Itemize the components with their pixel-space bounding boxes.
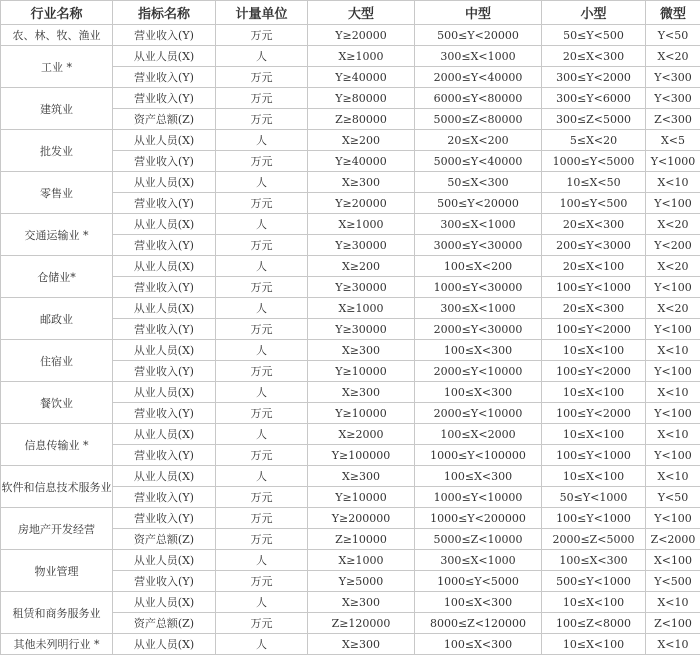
unit-cell: 人 (216, 298, 308, 319)
medium-cell: 2000≤Y<30000 (415, 319, 542, 340)
industry-name-cell: 物业管理 (1, 550, 113, 592)
indicator-cell: 资产总额(Z) (113, 613, 216, 634)
small-cell: 50≤Y<500 (542, 25, 646, 46)
industry-name-cell: 住宿业 (1, 340, 113, 382)
large-cell: X≥300 (308, 634, 415, 655)
small-cell: 10≤X<100 (542, 634, 646, 655)
micro-cell: X<10 (646, 340, 700, 361)
large-cell: X≥1000 (308, 214, 415, 235)
medium-cell: 100≤X<200 (415, 256, 542, 277)
table-row (1, 508, 700, 529)
micro-cell: Y<300 (646, 88, 700, 109)
medium-cell: 500≤Y<20000 (415, 25, 542, 46)
industry-name-cell: 其他未列明行业 * (1, 634, 113, 655)
medium-cell: 100≤X<300 (415, 382, 542, 403)
table-row (1, 466, 700, 487)
small-cell: 100≤Y<1000 (542, 277, 646, 298)
small-cell: 100≤Y<2000 (542, 403, 646, 424)
indicator-cell: 从业人员(X) (113, 592, 216, 613)
small-cell: 200≤Y<3000 (542, 235, 646, 256)
unit-cell: 人 (216, 46, 308, 67)
unit-cell: 万元 (216, 67, 308, 88)
micro-cell: Z<2000 (646, 529, 700, 550)
large-cell: X≥200 (308, 256, 415, 277)
unit-cell: 人 (216, 424, 308, 445)
table-row (1, 424, 700, 445)
micro-cell: Y<100 (646, 508, 700, 529)
unit-cell: 人 (216, 256, 308, 277)
indicator-cell: 营业收入(Y) (113, 319, 216, 340)
micro-cell: Y<100 (646, 319, 700, 340)
header-industry: 行业名称 (1, 1, 113, 25)
micro-cell: X<10 (646, 466, 700, 487)
table-row (1, 340, 700, 361)
indicator-cell: 营业收入(Y) (113, 508, 216, 529)
unit-cell: 万元 (216, 235, 308, 256)
indicator-cell: 从业人员(X) (113, 298, 216, 319)
large-cell: Y≥40000 (308, 151, 415, 172)
medium-cell: 20≤X<200 (415, 130, 542, 151)
micro-cell: Y<100 (646, 403, 700, 424)
medium-cell: 1000≤Y<100000 (415, 445, 542, 466)
large-cell: Y≥200000 (308, 508, 415, 529)
table-body (1, 25, 700, 655)
medium-cell: 100≤X<300 (415, 634, 542, 655)
unit-cell: 人 (216, 382, 308, 403)
indicator-cell: 营业收入(Y) (113, 403, 216, 424)
medium-cell: 100≤X<300 (415, 592, 542, 613)
small-cell: 100≤Y<500 (542, 193, 646, 214)
large-cell: X≥200 (308, 130, 415, 151)
unit-cell: 万元 (216, 571, 308, 592)
micro-cell: X<10 (646, 634, 700, 655)
table-row (1, 25, 700, 46)
indicator-cell: 营业收入(Y) (113, 445, 216, 466)
large-cell: Y≥100000 (308, 445, 415, 466)
medium-cell: 3000≤Y<30000 (415, 235, 542, 256)
indicator-cell: 营业收入(Y) (113, 361, 216, 382)
unit-cell: 人 (216, 550, 308, 571)
industry-name-cell: 建筑业 (1, 88, 113, 130)
micro-cell: X<20 (646, 46, 700, 67)
large-cell: Y≥10000 (308, 403, 415, 424)
table-row (1, 172, 700, 193)
table-row (1, 550, 700, 571)
small-cell: 10≤X<100 (542, 424, 646, 445)
small-cell: 100≤Y<1000 (542, 508, 646, 529)
unit-cell: 万元 (216, 319, 308, 340)
unit-cell: 万元 (216, 193, 308, 214)
indicator-cell: 营业收入(Y) (113, 235, 216, 256)
table-row (1, 382, 700, 403)
micro-cell: Z<300 (646, 109, 700, 130)
micro-cell: Y<500 (646, 571, 700, 592)
medium-cell: 5000≤Z<10000 (415, 529, 542, 550)
table-row (1, 46, 700, 67)
industry-name-cell: 工业 * (1, 46, 113, 88)
large-cell: Z≥120000 (308, 613, 415, 634)
indicator-cell: 营业收入(Y) (113, 25, 216, 46)
small-cell: 100≤X<300 (542, 550, 646, 571)
unit-cell: 万元 (216, 109, 308, 130)
header-large: 大型 (308, 1, 415, 25)
unit-cell: 万元 (216, 88, 308, 109)
micro-cell: Y<200 (646, 235, 700, 256)
micro-cell: Y<100 (646, 193, 700, 214)
large-cell: Y≥30000 (308, 235, 415, 256)
medium-cell: 50≤X<300 (415, 172, 542, 193)
table-row (1, 298, 700, 319)
industry-name-cell: 交通运输业 * (1, 214, 113, 256)
small-cell: 100≤Y<2000 (542, 361, 646, 382)
large-cell: X≥1000 (308, 550, 415, 571)
unit-cell: 万元 (216, 529, 308, 550)
small-cell: 50≤Y<1000 (542, 487, 646, 508)
indicator-cell: 从业人员(X) (113, 550, 216, 571)
unit-cell: 人 (216, 634, 308, 655)
small-cell: 20≤X<300 (542, 298, 646, 319)
indicator-cell: 从业人员(X) (113, 466, 216, 487)
unit-cell: 人 (216, 130, 308, 151)
indicator-cell: 从业人员(X) (113, 634, 216, 655)
micro-cell: X<20 (646, 214, 700, 235)
large-cell: Y≥80000 (308, 88, 415, 109)
medium-cell: 5000≤Y<40000 (415, 151, 542, 172)
industry-name-cell: 批发业 (1, 130, 113, 172)
medium-cell: 100≤X<300 (415, 466, 542, 487)
micro-cell: Z<100 (646, 613, 700, 634)
header-row (1, 1, 700, 25)
micro-cell: X<20 (646, 298, 700, 319)
large-cell: X≥2000 (308, 424, 415, 445)
industry-name-cell: 邮政业 (1, 298, 113, 340)
indicator-cell: 从业人员(X) (113, 46, 216, 67)
large-cell: Y≥10000 (308, 487, 415, 508)
indicator-cell: 从业人员(X) (113, 256, 216, 277)
large-cell: X≥300 (308, 592, 415, 613)
small-cell: 10≤X<100 (542, 592, 646, 613)
small-cell: 10≤X<100 (542, 340, 646, 361)
table-row (1, 256, 700, 277)
micro-cell: Y<50 (646, 487, 700, 508)
micro-cell: X<10 (646, 592, 700, 613)
table-row (1, 88, 700, 109)
indicator-cell: 营业收入(Y) (113, 487, 216, 508)
small-cell: 20≤X<100 (542, 256, 646, 277)
medium-cell: 100≤X<300 (415, 340, 542, 361)
small-cell: 100≤Z<8000 (542, 613, 646, 634)
large-cell: Y≥40000 (308, 67, 415, 88)
unit-cell: 万元 (216, 277, 308, 298)
micro-cell: Y<100 (646, 445, 700, 466)
micro-cell: Y<100 (646, 277, 700, 298)
large-cell: X≥300 (308, 466, 415, 487)
medium-cell: 500≤Y<20000 (415, 193, 542, 214)
industry-name-cell: 房地产开发经营 (1, 508, 113, 550)
indicator-cell: 营业收入(Y) (113, 151, 216, 172)
unit-cell: 人 (216, 172, 308, 193)
industry-name-cell: 软件和信息技术服务业 (1, 466, 113, 508)
small-cell: 10≤X<50 (542, 172, 646, 193)
small-cell: 300≤Y<2000 (542, 67, 646, 88)
small-cell: 300≤Z<5000 (542, 109, 646, 130)
header-micro: 微型 (646, 1, 700, 25)
small-cell: 100≤Y<1000 (542, 445, 646, 466)
indicator-cell: 营业收入(Y) (113, 277, 216, 298)
unit-cell: 万元 (216, 508, 308, 529)
industry-name-cell: 租赁和商务服务业 (1, 592, 113, 634)
small-cell: 300≤Y<6000 (542, 88, 646, 109)
medium-cell: 300≤X<1000 (415, 550, 542, 571)
indicator-cell: 从业人员(X) (113, 214, 216, 235)
indicator-cell: 资产总额(Z) (113, 529, 216, 550)
large-cell: Y≥5000 (308, 571, 415, 592)
industry-name-cell: 农、林、牧、渔业 (1, 25, 113, 46)
small-cell: 100≤Y<2000 (542, 319, 646, 340)
large-cell: Y≥30000 (308, 277, 415, 298)
small-cell: 10≤X<100 (542, 466, 646, 487)
medium-cell: 5000≤Z<80000 (415, 109, 542, 130)
micro-cell: X<20 (646, 256, 700, 277)
unit-cell: 万元 (216, 613, 308, 634)
medium-cell: 2000≤Y<10000 (415, 403, 542, 424)
medium-cell: 1000≤Y<200000 (415, 508, 542, 529)
table-row (1, 592, 700, 613)
small-cell: 10≤X<100 (542, 382, 646, 403)
header-medium: 中型 (415, 1, 542, 25)
large-cell: Y≥10000 (308, 361, 415, 382)
header-unit: 计量单位 (216, 1, 308, 25)
unit-cell: 人 (216, 340, 308, 361)
unit-cell: 人 (216, 592, 308, 613)
large-cell: X≥300 (308, 340, 415, 361)
indicator-cell: 资产总额(Z) (113, 109, 216, 130)
small-cell: 500≤Y<1000 (542, 571, 646, 592)
indicator-cell: 从业人员(X) (113, 130, 216, 151)
large-cell: X≥300 (308, 172, 415, 193)
small-cell: 20≤X<300 (542, 214, 646, 235)
unit-cell: 万元 (216, 445, 308, 466)
medium-cell: 8000≤Z<120000 (415, 613, 542, 634)
large-cell: Y≥20000 (308, 193, 415, 214)
industry-name-cell: 仓储业* (1, 256, 113, 298)
micro-cell: X<100 (646, 550, 700, 571)
medium-cell: 2000≤Y<10000 (415, 361, 542, 382)
medium-cell: 1000≤Y<5000 (415, 571, 542, 592)
large-cell: Y≥20000 (308, 25, 415, 46)
micro-cell: X<10 (646, 172, 700, 193)
unit-cell: 万元 (216, 361, 308, 382)
large-cell: X≥1000 (308, 298, 415, 319)
indicator-cell: 营业收入(Y) (113, 88, 216, 109)
large-cell: Z≥10000 (308, 529, 415, 550)
indicator-cell: 从业人员(X) (113, 424, 216, 445)
industry-name-cell: 餐饮业 (1, 382, 113, 424)
unit-cell: 万元 (216, 403, 308, 424)
unit-cell: 万元 (216, 25, 308, 46)
unit-cell: 人 (216, 214, 308, 235)
micro-cell: Y<100 (646, 361, 700, 382)
header-indicator: 指标名称 (113, 1, 216, 25)
medium-cell: 6000≤Y<80000 (415, 88, 542, 109)
micro-cell: X<5 (646, 130, 700, 151)
indicator-cell: 营业收入(Y) (113, 193, 216, 214)
medium-cell: 300≤X<1000 (415, 46, 542, 67)
table-row (1, 214, 700, 235)
medium-cell: 1000≤Y<30000 (415, 277, 542, 298)
medium-cell: 1000≤Y<10000 (415, 487, 542, 508)
indicator-cell: 从业人员(X) (113, 382, 216, 403)
industry-name-cell: 信息传输业 * (1, 424, 113, 466)
indicator-cell: 从业人员(X) (113, 340, 216, 361)
indicator-cell: 营业收入(Y) (113, 67, 216, 88)
medium-cell: 300≤X<1000 (415, 298, 542, 319)
medium-cell: 2000≤Y<40000 (415, 67, 542, 88)
small-cell: 1000≤Y<5000 (542, 151, 646, 172)
micro-cell: Y<50 (646, 25, 700, 46)
unit-cell: 万元 (216, 151, 308, 172)
small-cell: 2000≤Z<5000 (542, 529, 646, 550)
large-cell: X≥1000 (308, 46, 415, 67)
indicator-cell: 从业人员(X) (113, 172, 216, 193)
table-row (1, 634, 700, 655)
medium-cell: 300≤X<1000 (415, 214, 542, 235)
table-row (1, 130, 700, 151)
medium-cell: 100≤X<2000 (415, 424, 542, 445)
large-cell: Y≥30000 (308, 319, 415, 340)
micro-cell: X<10 (646, 424, 700, 445)
large-cell: X≥300 (308, 382, 415, 403)
header-small: 小型 (542, 1, 646, 25)
unit-cell: 万元 (216, 487, 308, 508)
small-cell: 5≤X<20 (542, 130, 646, 151)
micro-cell: Y<300 (646, 67, 700, 88)
large-cell: Z≥80000 (308, 109, 415, 130)
small-cell: 20≤X<300 (542, 46, 646, 67)
micro-cell: Y<1000 (646, 151, 700, 172)
industry-name-cell: 零售业 (1, 172, 113, 214)
micro-cell: X<10 (646, 382, 700, 403)
indicator-cell: 营业收入(Y) (113, 571, 216, 592)
unit-cell: 人 (216, 466, 308, 487)
